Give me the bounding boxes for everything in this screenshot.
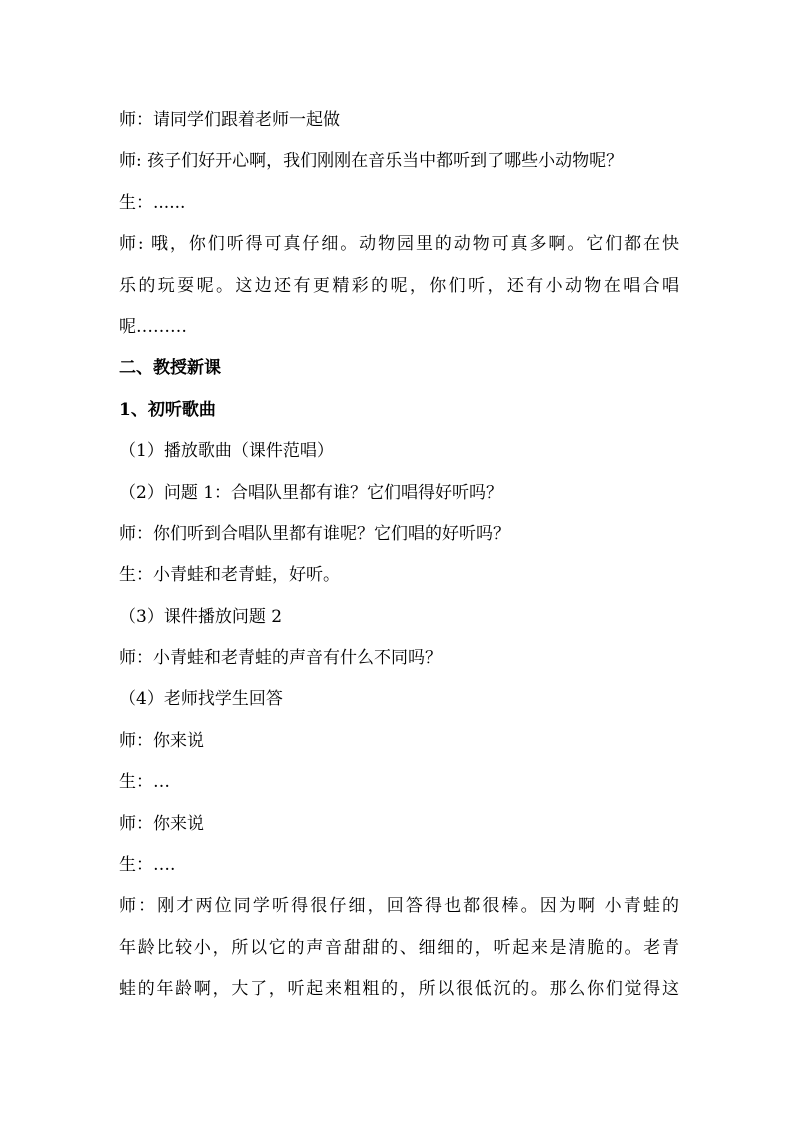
text-line: 师：请同学们跟着老师一起做	[119, 110, 340, 130]
text-line: （3）课件播放问题 2	[119, 606, 283, 627]
text-line: 生：….	[119, 855, 176, 876]
text-line: 师：你来说	[119, 813, 204, 834]
text-line: （2）问题 1：合唱队里都有谁？它们唱得好听吗？	[119, 482, 504, 503]
text-line: 呢………	[119, 316, 187, 337]
text-line: （4）老师找学生回答	[119, 689, 283, 710]
text-line: 年龄比较小，所以它的声音甜甜的、细细的，听起来是清脆的。老青	[119, 937, 679, 958]
text-line: 乐的玩耍呢。这边还有更精彩的呢，你们听，还有小动物在唱合唱	[119, 275, 679, 296]
text-line: 师: 孩子们好开心啊，我们刚刚在音乐当中都听到了哪些小动物呢？	[119, 151, 624, 172]
text-line: 生：......	[119, 192, 186, 213]
text-line: 师：小青蛙和老青蛙的声音有什么不同吗？	[119, 648, 442, 669]
text-line: 生：小青蛙和老青蛙，好听。	[119, 565, 340, 586]
text-line: 师：刚才两位同学听得很仔细，回答得也都很棒。因为啊 小青蛙的	[119, 896, 679, 917]
text-line: 师: 哦，你们听得可真仔细。动物园里的动物可真多啊。它们都在快	[119, 234, 679, 255]
text-line: 师：你们听到合唱队里都有谁呢？它们唱的好听吗？	[119, 523, 510, 544]
document-body	[119, 100, 679, 1011]
text-line: 生：…	[119, 772, 170, 793]
text-line: 蛙的年龄啊，大了，听起来粗粗的，所以很低沉的。那么你们觉得这	[119, 979, 679, 1000]
section-heading: 二、教授新课	[119, 358, 221, 379]
text-line: 师：你来说	[119, 730, 204, 751]
subsection-heading: 1、初听歌曲	[119, 399, 216, 420]
text-line: （1）播放歌曲（课件范唱）	[119, 441, 334, 462]
